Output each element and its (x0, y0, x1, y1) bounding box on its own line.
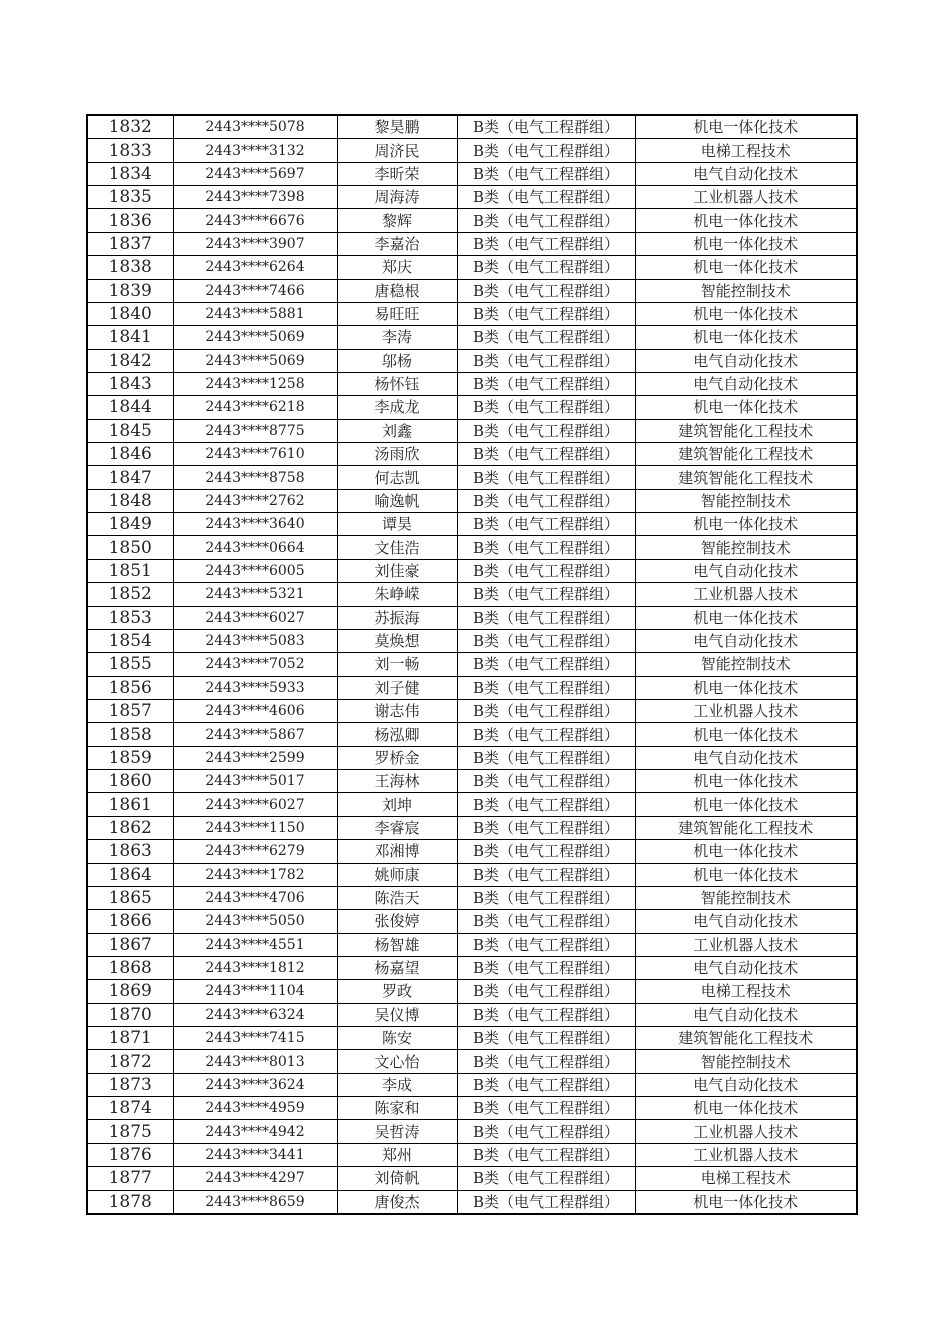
candidate-id-cell: 2443****1782 (173, 863, 337, 886)
row-number-cell: 1844 (87, 396, 173, 419)
row-number-cell: 1858 (87, 723, 173, 746)
category-cell: B类（电气工程群组） (457, 349, 635, 372)
candidate-id-cell: 2443****4297 (173, 1167, 337, 1190)
candidate-name-cell: 喻逸帆 (337, 489, 457, 512)
candidate-id-cell: 2443****5933 (173, 676, 337, 699)
candidate-name-cell: 易旺旺 (337, 302, 457, 325)
candidate-id-cell: 2443****7398 (173, 186, 337, 209)
table-row (87, 1167, 857, 1190)
candidate-name-cell: 李成龙 (337, 396, 457, 419)
row-number-cell: 1867 (87, 933, 173, 956)
table-row (87, 910, 857, 933)
major-cell: 电气自动化技术 (635, 1003, 857, 1026)
major-cell: 机电一体化技术 (635, 723, 857, 746)
table-row (87, 443, 857, 466)
major-cell: 建筑智能化工程技术 (635, 466, 857, 489)
candidate-name-cell: 陈家和 (337, 1097, 457, 1120)
candidate-id-cell: 2443****5050 (173, 910, 337, 933)
major-cell: 电气自动化技术 (635, 559, 857, 582)
major-cell: 电气自动化技术 (635, 162, 857, 185)
table-row (87, 419, 857, 442)
row-number-cell: 1876 (87, 1143, 173, 1166)
candidate-id-cell: 2443****2599 (173, 746, 337, 769)
candidate-name-cell: 李涛 (337, 326, 457, 349)
major-cell: 机电一体化技术 (635, 1097, 857, 1120)
candidate-id-cell: 2443****1104 (173, 980, 337, 1003)
category-cell: B类（电气工程群组） (457, 816, 635, 839)
candidate-name-cell: 姚师康 (337, 863, 457, 886)
candidate-name-cell: 邬杨 (337, 349, 457, 372)
candidate-name-cell: 王海林 (337, 770, 457, 793)
row-number-cell: 1859 (87, 746, 173, 769)
table-row (87, 1143, 857, 1166)
candidate-name-cell: 李成 (337, 1073, 457, 1096)
category-cell: B类（电气工程群组） (457, 279, 635, 302)
row-number-cell: 1851 (87, 559, 173, 582)
row-number-cell: 1860 (87, 770, 173, 793)
category-cell: B类（电气工程群组） (457, 886, 635, 909)
candidate-id-cell: 2443****6027 (173, 606, 337, 629)
candidate-name-cell: 邓湘博 (337, 840, 457, 863)
candidate-name-cell: 杨智雄 (337, 933, 457, 956)
row-number-cell: 1852 (87, 583, 173, 606)
major-cell: 机电一体化技术 (635, 396, 857, 419)
row-number-cell: 1849 (87, 513, 173, 536)
table-row (87, 279, 857, 302)
category-cell: B类（电气工程群组） (457, 840, 635, 863)
table-row (87, 1190, 857, 1214)
major-cell: 机电一体化技术 (635, 793, 857, 816)
candidate-name-cell: 周济民 (337, 139, 457, 162)
table-row (87, 863, 857, 886)
category-cell: B类（电气工程群组） (457, 115, 635, 139)
category-cell: B类（电气工程群组） (457, 536, 635, 559)
candidate-name-cell: 刘子健 (337, 676, 457, 699)
major-cell: 建筑智能化工程技术 (635, 1027, 857, 1050)
row-number-cell: 1840 (87, 302, 173, 325)
table-row (87, 232, 857, 255)
row-number-cell: 1832 (87, 115, 173, 139)
table-row (87, 372, 857, 395)
table-row (87, 629, 857, 652)
major-cell: 机电一体化技术 (635, 232, 857, 255)
major-cell: 电气自动化技术 (635, 349, 857, 372)
category-cell: B类（电气工程群组） (457, 326, 635, 349)
table-row (87, 209, 857, 232)
table-row (87, 723, 857, 746)
candidate-id-cell: 2443****7052 (173, 653, 337, 676)
candidate-id-cell: 2443****4606 (173, 699, 337, 722)
candidate-id-cell: 2443****5017 (173, 770, 337, 793)
major-cell: 工业机器人技术 (635, 186, 857, 209)
table-row (87, 886, 857, 909)
category-cell: B类（电气工程群组） (457, 910, 635, 933)
category-cell: B类（电气工程群组） (457, 396, 635, 419)
candidate-id-cell: 2443****5069 (173, 349, 337, 372)
row-number-cell: 1865 (87, 886, 173, 909)
table-row (87, 676, 857, 699)
candidate-name-cell: 黎昊鹏 (337, 115, 457, 139)
table-row (87, 933, 857, 956)
major-cell: 工业机器人技术 (635, 1120, 857, 1143)
category-cell: B类（电气工程群组） (457, 139, 635, 162)
candidate-name-cell: 唐稳根 (337, 279, 457, 302)
category-cell: B类（电气工程群组） (457, 699, 635, 722)
row-number-cell: 1847 (87, 466, 173, 489)
major-cell: 电梯工程技术 (635, 139, 857, 162)
roster-table (86, 114, 858, 1215)
category-cell: B类（电气工程群组） (457, 186, 635, 209)
table-row (87, 606, 857, 629)
candidate-name-cell: 吴仪博 (337, 1003, 457, 1026)
row-number-cell: 1839 (87, 279, 173, 302)
candidate-name-cell: 刘倚帆 (337, 1167, 457, 1190)
category-cell: B类（电气工程群组） (457, 302, 635, 325)
candidate-name-cell: 罗政 (337, 980, 457, 1003)
row-number-cell: 1846 (87, 443, 173, 466)
candidate-id-cell: 2443****3132 (173, 139, 337, 162)
candidate-id-cell: 2443****6279 (173, 840, 337, 863)
row-number-cell: 1853 (87, 606, 173, 629)
category-cell: B类（电气工程群组） (457, 980, 635, 1003)
category-cell: B类（电气工程群组） (457, 232, 635, 255)
candidate-name-cell: 刘坤 (337, 793, 457, 816)
candidate-name-cell: 周海涛 (337, 186, 457, 209)
row-number-cell: 1861 (87, 793, 173, 816)
candidate-name-cell: 杨泓卿 (337, 723, 457, 746)
table-row (87, 1097, 857, 1120)
major-cell: 机电一体化技术 (635, 606, 857, 629)
candidate-name-cell: 汤雨欣 (337, 443, 457, 466)
candidate-id-cell: 2443****4551 (173, 933, 337, 956)
candidate-name-cell: 郑庆 (337, 256, 457, 279)
candidate-name-cell: 罗桥金 (337, 746, 457, 769)
candidate-id-cell: 2443****3907 (173, 232, 337, 255)
table-row (87, 302, 857, 325)
category-cell: B类（电气工程群组） (457, 513, 635, 536)
table-row (87, 1027, 857, 1050)
row-number-cell: 1870 (87, 1003, 173, 1026)
candidate-id-cell: 2443****5881 (173, 302, 337, 325)
category-cell: B类（电气工程群组） (457, 559, 635, 582)
category-cell: B类（电气工程群组） (457, 956, 635, 979)
category-cell: B类（电气工程群组） (457, 1190, 635, 1214)
candidate-id-cell: 2443****8758 (173, 466, 337, 489)
candidate-id-cell: 2443****8013 (173, 1050, 337, 1073)
row-number-cell: 1878 (87, 1190, 173, 1214)
major-cell: 机电一体化技术 (635, 1190, 857, 1214)
major-cell: 机电一体化技术 (635, 256, 857, 279)
category-cell: B类（电气工程群组） (457, 443, 635, 466)
category-cell: B类（电气工程群组） (457, 372, 635, 395)
row-number-cell: 1855 (87, 653, 173, 676)
candidate-id-cell: 2443****1258 (173, 372, 337, 395)
roster-table-body (87, 115, 857, 1214)
candidate-id-cell: 2443****6676 (173, 209, 337, 232)
category-cell: B类（电气工程群组） (457, 1097, 635, 1120)
category-cell: B类（电气工程群组） (457, 1003, 635, 1026)
candidate-id-cell: 2443****5078 (173, 115, 337, 139)
major-cell: 智能控制技术 (635, 279, 857, 302)
candidate-id-cell: 2443****4706 (173, 886, 337, 909)
category-cell: B类（电气工程群组） (457, 1120, 635, 1143)
table-row (87, 115, 857, 139)
candidate-id-cell: 2443****6264 (173, 256, 337, 279)
major-cell: 工业机器人技术 (635, 1143, 857, 1166)
row-number-cell: 1875 (87, 1120, 173, 1143)
category-cell: B类（电气工程群组） (457, 256, 635, 279)
table-row (87, 1073, 857, 1096)
row-number-cell: 1863 (87, 840, 173, 863)
category-cell: B类（电气工程群组） (457, 209, 635, 232)
table-row (87, 1050, 857, 1073)
table-row (87, 186, 857, 209)
candidate-name-cell: 黎辉 (337, 209, 457, 232)
table-row (87, 349, 857, 372)
candidate-id-cell: 2443****7610 (173, 443, 337, 466)
major-cell: 智能控制技术 (635, 536, 857, 559)
candidate-id-cell: 2443****5069 (173, 326, 337, 349)
major-cell: 电气自动化技术 (635, 372, 857, 395)
major-cell: 工业机器人技术 (635, 699, 857, 722)
candidate-name-cell: 李昕荣 (337, 162, 457, 185)
category-cell: B类（电气工程群组） (457, 1050, 635, 1073)
category-cell: B类（电气工程群组） (457, 629, 635, 652)
table-row (87, 559, 857, 582)
candidate-id-cell: 2443****6218 (173, 396, 337, 419)
candidate-name-cell: 文佳浩 (337, 536, 457, 559)
major-cell: 建筑智能化工程技术 (635, 816, 857, 839)
table-row (87, 489, 857, 512)
table-row (87, 1120, 857, 1143)
candidate-id-cell: 2443****0664 (173, 536, 337, 559)
row-number-cell: 1850 (87, 536, 173, 559)
candidate-id-cell: 2443****1150 (173, 816, 337, 839)
table-row (87, 770, 857, 793)
major-cell: 机电一体化技术 (635, 209, 857, 232)
table-row (87, 466, 857, 489)
table-row (87, 816, 857, 839)
candidate-name-cell: 刘一畅 (337, 653, 457, 676)
candidate-name-cell: 李嘉治 (337, 232, 457, 255)
candidate-name-cell: 刘佳豪 (337, 559, 457, 582)
candidate-id-cell: 2443****7415 (173, 1027, 337, 1050)
candidate-id-cell: 2443****5867 (173, 723, 337, 746)
row-number-cell: 1837 (87, 232, 173, 255)
category-cell: B类（电气工程群组） (457, 606, 635, 629)
row-number-cell: 1833 (87, 139, 173, 162)
major-cell: 电气自动化技术 (635, 910, 857, 933)
major-cell: 机电一体化技术 (635, 840, 857, 863)
candidate-id-cell: 2443****4959 (173, 1097, 337, 1120)
major-cell: 智能控制技术 (635, 886, 857, 909)
candidate-name-cell: 苏振海 (337, 606, 457, 629)
row-number-cell: 1874 (87, 1097, 173, 1120)
category-cell: B类（电气工程群组） (457, 793, 635, 816)
candidate-id-cell: 2443****7466 (173, 279, 337, 302)
row-number-cell: 1869 (87, 980, 173, 1003)
category-cell: B类（电气工程群组） (457, 863, 635, 886)
major-cell: 电气自动化技术 (635, 956, 857, 979)
candidate-id-cell: 2443****3624 (173, 1073, 337, 1096)
candidate-id-cell: 2443****6027 (173, 793, 337, 816)
candidate-id-cell: 2443****3441 (173, 1143, 337, 1166)
category-cell: B类（电气工程群组） (457, 746, 635, 769)
candidate-name-cell: 陈安 (337, 1027, 457, 1050)
candidate-name-cell: 莫焕想 (337, 629, 457, 652)
candidate-id-cell: 2443****6324 (173, 1003, 337, 1026)
row-number-cell: 1857 (87, 699, 173, 722)
table-row (87, 793, 857, 816)
table-row (87, 256, 857, 279)
row-number-cell: 1868 (87, 956, 173, 979)
major-cell: 电梯工程技术 (635, 1167, 857, 1190)
row-number-cell: 1873 (87, 1073, 173, 1096)
major-cell: 机电一体化技术 (635, 115, 857, 139)
candidate-id-cell: 2443****1812 (173, 956, 337, 979)
category-cell: B类（电气工程群组） (457, 162, 635, 185)
table-row (87, 583, 857, 606)
major-cell: 工业机器人技术 (635, 583, 857, 606)
candidate-name-cell: 杨嘉望 (337, 956, 457, 979)
category-cell: B类（电气工程群组） (457, 466, 635, 489)
category-cell: B类（电气工程群组） (457, 1073, 635, 1096)
candidate-id-cell: 2443****6005 (173, 559, 337, 582)
row-number-cell: 1838 (87, 256, 173, 279)
row-number-cell: 1848 (87, 489, 173, 512)
table-row (87, 746, 857, 769)
major-cell: 电气自动化技术 (635, 746, 857, 769)
major-cell: 智能控制技术 (635, 1050, 857, 1073)
category-cell: B类（电气工程群组） (457, 1027, 635, 1050)
category-cell: B类（电气工程群组） (457, 419, 635, 442)
category-cell: B类（电气工程群组） (457, 489, 635, 512)
candidate-id-cell: 2443****4942 (173, 1120, 337, 1143)
candidate-name-cell: 吴哲涛 (337, 1120, 457, 1143)
major-cell: 电气自动化技术 (635, 1073, 857, 1096)
row-number-cell: 1835 (87, 186, 173, 209)
candidate-name-cell: 李睿宸 (337, 816, 457, 839)
category-cell: B类（电气工程群组） (457, 770, 635, 793)
row-number-cell: 1836 (87, 209, 173, 232)
major-cell: 机电一体化技术 (635, 863, 857, 886)
row-number-cell: 1834 (87, 162, 173, 185)
major-cell: 机电一体化技术 (635, 302, 857, 325)
row-number-cell: 1842 (87, 349, 173, 372)
candidate-name-cell: 朱峥嵘 (337, 583, 457, 606)
major-cell: 建筑智能化工程技术 (635, 443, 857, 466)
category-cell: B类（电气工程群组） (457, 723, 635, 746)
table-row (87, 162, 857, 185)
candidate-id-cell: 2443****2762 (173, 489, 337, 512)
major-cell: 智能控制技术 (635, 653, 857, 676)
candidate-id-cell: 2443****5697 (173, 162, 337, 185)
candidate-id-cell: 2443****8775 (173, 419, 337, 442)
candidate-name-cell: 刘鑫 (337, 419, 457, 442)
row-number-cell: 1862 (87, 816, 173, 839)
major-cell: 工业机器人技术 (635, 933, 857, 956)
row-number-cell: 1845 (87, 419, 173, 442)
candidate-name-cell: 谢志伟 (337, 699, 457, 722)
row-number-cell: 1841 (87, 326, 173, 349)
candidate-name-cell: 何志凯 (337, 466, 457, 489)
major-cell: 建筑智能化工程技术 (635, 419, 857, 442)
category-cell: B类（电气工程群组） (457, 676, 635, 699)
table-row (87, 840, 857, 863)
table-row (87, 699, 857, 722)
major-cell: 机电一体化技术 (635, 326, 857, 349)
major-cell: 机电一体化技术 (635, 513, 857, 536)
table-row (87, 326, 857, 349)
row-number-cell: 1866 (87, 910, 173, 933)
category-cell: B类（电气工程群组） (457, 583, 635, 606)
row-number-cell: 1877 (87, 1167, 173, 1190)
table-row (87, 1003, 857, 1026)
candidate-id-cell: 2443****5321 (173, 583, 337, 606)
table-row (87, 653, 857, 676)
candidate-name-cell: 唐俊杰 (337, 1190, 457, 1214)
candidate-name-cell: 杨怀钰 (337, 372, 457, 395)
candidate-name-cell: 陈浩天 (337, 886, 457, 909)
candidate-name-cell: 张俊婷 (337, 910, 457, 933)
candidate-id-cell: 2443****3640 (173, 513, 337, 536)
category-cell: B类（电气工程群组） (457, 1143, 635, 1166)
category-cell: B类（电气工程群组） (457, 933, 635, 956)
table-row (87, 513, 857, 536)
candidate-name-cell: 谭昊 (337, 513, 457, 536)
row-number-cell: 1864 (87, 863, 173, 886)
table-row (87, 980, 857, 1003)
candidate-id-cell: 2443****8659 (173, 1190, 337, 1214)
category-cell: B类（电气工程群组） (457, 653, 635, 676)
table-row (87, 396, 857, 419)
table-row (87, 139, 857, 162)
major-cell: 电梯工程技术 (635, 980, 857, 1003)
row-number-cell: 1854 (87, 629, 173, 652)
row-number-cell: 1871 (87, 1027, 173, 1050)
row-number-cell: 1872 (87, 1050, 173, 1073)
candidate-id-cell: 2443****5083 (173, 629, 337, 652)
table-row (87, 536, 857, 559)
candidate-name-cell: 文心怡 (337, 1050, 457, 1073)
category-cell: B类（电气工程群组） (457, 1167, 635, 1190)
row-number-cell: 1843 (87, 372, 173, 395)
candidate-name-cell: 郑州 (337, 1143, 457, 1166)
table-row (87, 956, 857, 979)
major-cell: 机电一体化技术 (635, 770, 857, 793)
major-cell: 电气自动化技术 (635, 629, 857, 652)
row-number-cell: 1856 (87, 676, 173, 699)
major-cell: 智能控制技术 (635, 489, 857, 512)
major-cell: 机电一体化技术 (635, 676, 857, 699)
